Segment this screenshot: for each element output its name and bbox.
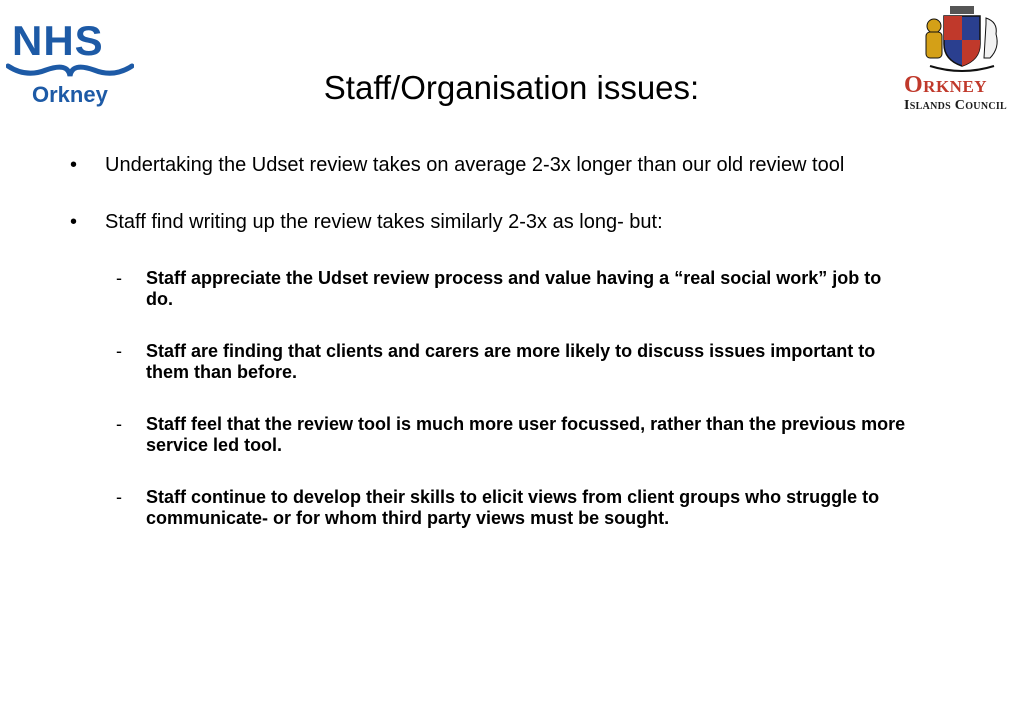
slide-title: Staff/Organisation issues:	[323, 69, 700, 106]
bullet-marker: •	[70, 211, 78, 233]
sub-bullet-text: Staff feel that the review tool is much more user focussed, rather than the previous more service led tool.	[146, 414, 906, 455]
sub-bullet-text: Staff appreciate the Udset review process and value having a “real social work” job to do.	[146, 268, 882, 309]
sub-bullet-item	[0, 341, 1023, 383]
council-name: Orkney	[904, 72, 988, 98]
sub-bullet-marker: -	[116, 268, 122, 288]
wave-icon	[6, 62, 134, 84]
sub-bullet-text: Staff are finding that clients and carers are more likely to discuss issues important to them than before.	[146, 341, 876, 382]
bullet-item	[0, 154, 1023, 177]
sub-bullet-marker: -	[116, 414, 122, 434]
bullet-text: Staff find writing up the review takes similarly 2-3x as long- but:	[105, 211, 663, 233]
sub-bullet-item	[0, 487, 1023, 529]
sub-bullet-marker: -	[116, 487, 122, 507]
slide-content	[0, 154, 1023, 560]
sub-bullet-marker: -	[116, 341, 122, 361]
orkney-islands-council-logo	[898, 0, 1022, 118]
bullet-item	[0, 211, 1023, 234]
council-subtitle: Islands Council	[904, 98, 1008, 113]
sub-bullet-item	[0, 268, 1023, 310]
sub-bullet-text: Staff continue to develop their skills to elicit views from client groups who struggle to communicate- or for whom third party views must be sought.	[146, 487, 880, 528]
sub-bullet-item	[0, 414, 1023, 456]
nhs-subtitle: Orkney	[32, 82, 108, 107]
coat-of-arms-icon	[920, 4, 1004, 74]
nhs-wordmark: NHS	[12, 17, 104, 64]
bullet-marker: •	[70, 154, 78, 176]
bullet-text: Undertaking the Udset review takes on average 2-3x longer than our old review tool	[105, 154, 845, 176]
nhs-orkney-logo	[6, 16, 134, 112]
